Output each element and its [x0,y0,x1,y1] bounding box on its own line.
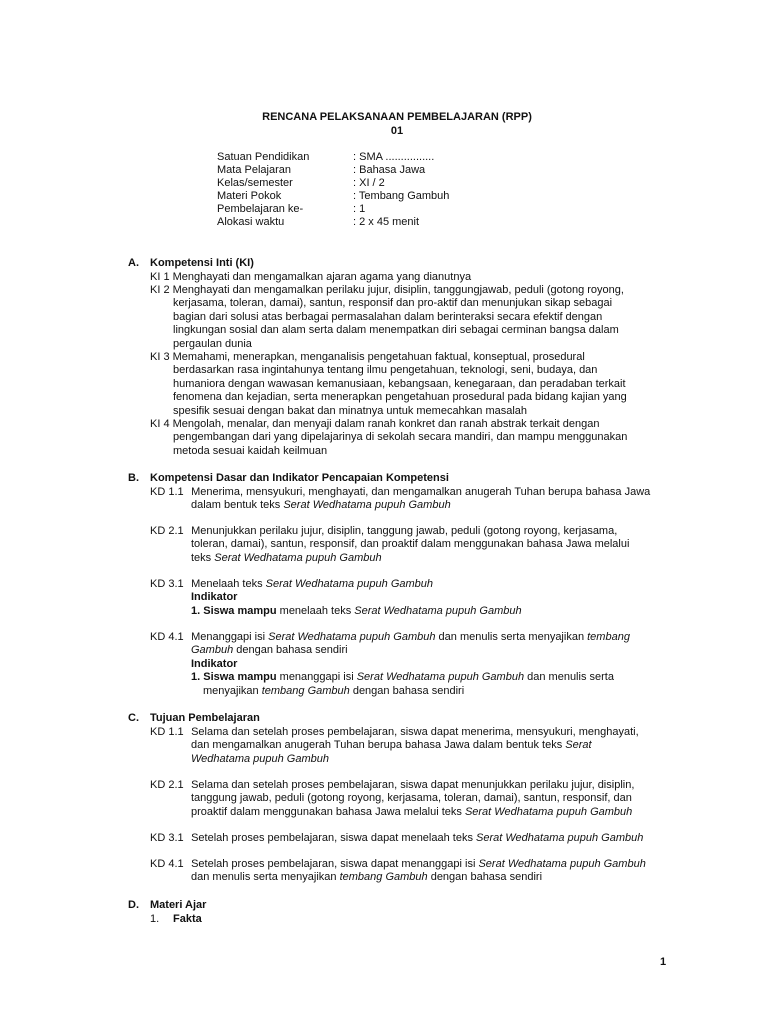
ki-text: metoda sesuai kaidah keilmuan [173,444,328,457]
ki-text: fenomena dan kejadian, serta menerapkan pengetahuan prosedural pada bidang kajian yang [173,391,627,404]
ki-text: Menghayati dan mengamalkan ajaran agama yang dianutnya [172,271,472,283]
ki-text: humaniora dengan wawasan kemanusiaan, kebangsaan, kenegaraan, dan peradaban terkait [173,377,626,390]
indikator-lead: 1. Siswa mampu [191,671,280,684]
tujuan-item [150,726,639,766]
kd-text: Setelah proses pembelajaran, siswa dapat menanggapi isi [191,858,479,870]
kd-text: dan menulis serta menyajikan [435,631,588,643]
indikator-text: dengan bahasa sendiri [349,684,465,697]
kd-item [150,486,650,513]
kd-text: Menanggapi isi [191,631,269,643]
ki-text: Memahami, menerapkan, menganalisis pengetahuan faktual, konseptual, prosedural [172,351,585,363]
kd-text: toleran, damai), santun, responsif, dan proaktif dalam menggunakan bahasa Jawa melalui [191,538,630,551]
indikator-label: Indikator [191,657,238,670]
kd-text-italic: Serat Wedhatama pupuh Gambuh [464,805,633,818]
ki-text: pengembangan dari yang dipelajarinya di sekolah secara mandiri, dan mampu menggunakan [173,431,628,444]
identity-key: Pembelajaran ke- [217,203,304,215]
kd-text-italic: Serat Wedhatama pupuh Gambuh [268,631,436,643]
kd-text: dan menulis serta menyajikan [191,871,340,884]
ki-code: KI 2 [150,284,170,296]
indikator-text: menanggapi isi [279,671,357,684]
section-c-heading: C. Tujuan Pembelajaran [128,712,260,724]
identity-key: Alokasi waktu [217,216,285,228]
indikator-text: menelaah teks [279,604,355,617]
page-number: 1 [660,956,667,968]
tujuan-item [150,832,643,845]
identity-key: Materi Pokok [217,190,282,202]
identity-value: : Bahasa Jawa [353,164,426,176]
ki-text: pergaulan dunia [173,337,252,350]
kd-code: KD 2.1 [150,779,184,791]
indikator-text-italic: Serat Wedhatama pupuh Gambuh [356,671,525,684]
tujuan-item [150,858,646,885]
kd-text-italic: tembang [587,631,630,643]
ki-item [150,284,624,351]
kd-text: teks [191,551,215,564]
kd-text-italic: Serat Wedhatama pupuh Gambuh [214,551,382,564]
kd-text: tanggung jawab, peduli (gotong royong, kerjasama, toleran, damai), santun, responsif, dan [191,792,632,805]
kd-text: dalam bentuk teks [191,499,284,512]
identity-value: : 2 x 45 menit [353,216,420,228]
identity-key: Mata Pelajaran [217,164,291,176]
kd-text-italic: Gambuh [191,644,234,657]
document-title: RENCANA PELAKSANAAN PEMBELAJARAN (RPP) [262,111,532,123]
kd-text-italic: Serat Wedhatama pupuh Gambuh [478,858,646,870]
kd-text-italic: Wedhatama pupuh Gambuh [191,752,329,765]
kd-text: dan mengamalkan anugerah Tuhan berupa bahasa Jawa dalam bentuk teks [191,739,566,752]
kd-text-italic: Serat Wedhatama pupuh Gambuh [476,832,644,844]
kd-text: Selama dan setelah proses pembelajaran, siswa dapat menunjukkan perilaku jujur, disiplin, [191,779,635,791]
ki-item [150,271,471,284]
ki-text: lingkungan sosial dan alam serta dalam menempatkan diri sebagai cerminan bangsa dalam [173,324,619,337]
kd-text: Selama dan setelah proses pembelajaran, siswa dapat menerima, mensyukuri, menghayati, [191,726,639,738]
kd-item [150,578,522,618]
ki-text: bagian dari solusi atas berbagai permasalahan dalam berinteraksi secara efektif dengan [173,310,603,323]
indikator-text-italic: Serat Wedhatama pupuh Gambuh [354,604,522,617]
materi-label: Fakta [173,913,202,925]
document-number: 01 [390,125,404,137]
indikator-text-italic: tembang Gambuh [261,684,350,697]
ki-text: kerjasama, toleran, damai), santun, responsif dan pro-aktif dan menunjukan sikap sebagai [173,297,613,310]
ki-code: KI 1 [150,271,170,283]
identity-key: Kelas/semester [217,177,293,189]
ki-text: Menghayati dan mengamalkan perilaku jujur, disiplin, tanggungjawab, peduli (gotong royong, [172,284,624,296]
ki-item [150,351,627,418]
identity-value: : Tembang Gambuh [353,190,450,202]
kd-code: KD 2.1 [150,525,184,537]
kd-text: dengan bahasa sendiri [427,871,543,884]
kd-code: KD 1.1 [150,486,184,498]
kd-code: KD 1.1 [150,726,184,738]
materi-number: 1. [150,913,160,925]
kd-code: KD 3.1 [150,832,184,844]
ki-text: Mengolah, menalar, dan menyaji dalam ranah konkret dan ranah abstrak terkait dengan [172,418,600,430]
ki-code: KI 3 [150,351,170,363]
kd-text: Menelaah teks [191,578,266,590]
kd-text-italic: tembang Gambuh [339,871,428,884]
section-a-heading: A. Kompetensi Inti (KI) [128,257,254,269]
section-b-heading: B. Kompetensi Dasar dan Indikator Pencapaian Kompetensi [128,472,449,484]
kd-text: Menunjukkan perilaku jujur, disiplin, tanggung jawab, peduli (gotong royong, kerjasama, [191,525,618,537]
indikator-text: menyajikan [203,684,262,697]
ki-code: KI 4 [150,418,170,430]
kd-text: Setelah proses pembelajaran, siswa dapat menelaah teks [191,832,477,844]
ki-text: spesifik sesuai dengan bakat dan minatnya untuk memecahkan masalah [173,404,528,417]
kd-text: proaktif dalam menggunakan bahasa Jawa melalui teks [191,805,465,818]
indikator-text: dan menulis serta [524,671,614,684]
kd-item [150,525,629,565]
kd-code: KD 4.1 [150,858,184,870]
ki-item [150,418,627,458]
kd-code: KD 3.1 [150,578,184,590]
kd-text-italic: Serat Wedhatama pupuh Gambuh [265,578,434,590]
identity-key: Satuan Pendidikan [217,151,310,163]
tujuan-item [150,779,634,819]
materi-item [150,913,202,926]
identity-value: : XI / 2 [353,177,385,189]
identity-value: : SMA ................ [353,151,435,163]
kd-item [150,631,630,698]
kd-text-italic: Serat [565,739,592,752]
kd-code: KD 4.1 [150,631,184,643]
section-d-heading: D. Materi Ajar [128,899,207,911]
ki-text: berdasarkan rasa ingintahunya tentang ilmu pengetahuan, teknologi, seni, budaya, dan [173,364,598,377]
indikator-label: Indikator [191,591,238,604]
identity-value: : 1 [353,203,366,215]
kd-text: dengan bahasa sendiri [233,644,348,657]
kd-text: Menerima, mensyukuri, menghayati, dan mengamalkan anugerah Tuhan berupa bahasa Jawa [191,486,651,498]
kd-text-italic: Serat Wedhatama pupuh Gambuh [283,499,451,512]
indikator-lead: 1. Siswa mampu [191,604,280,617]
